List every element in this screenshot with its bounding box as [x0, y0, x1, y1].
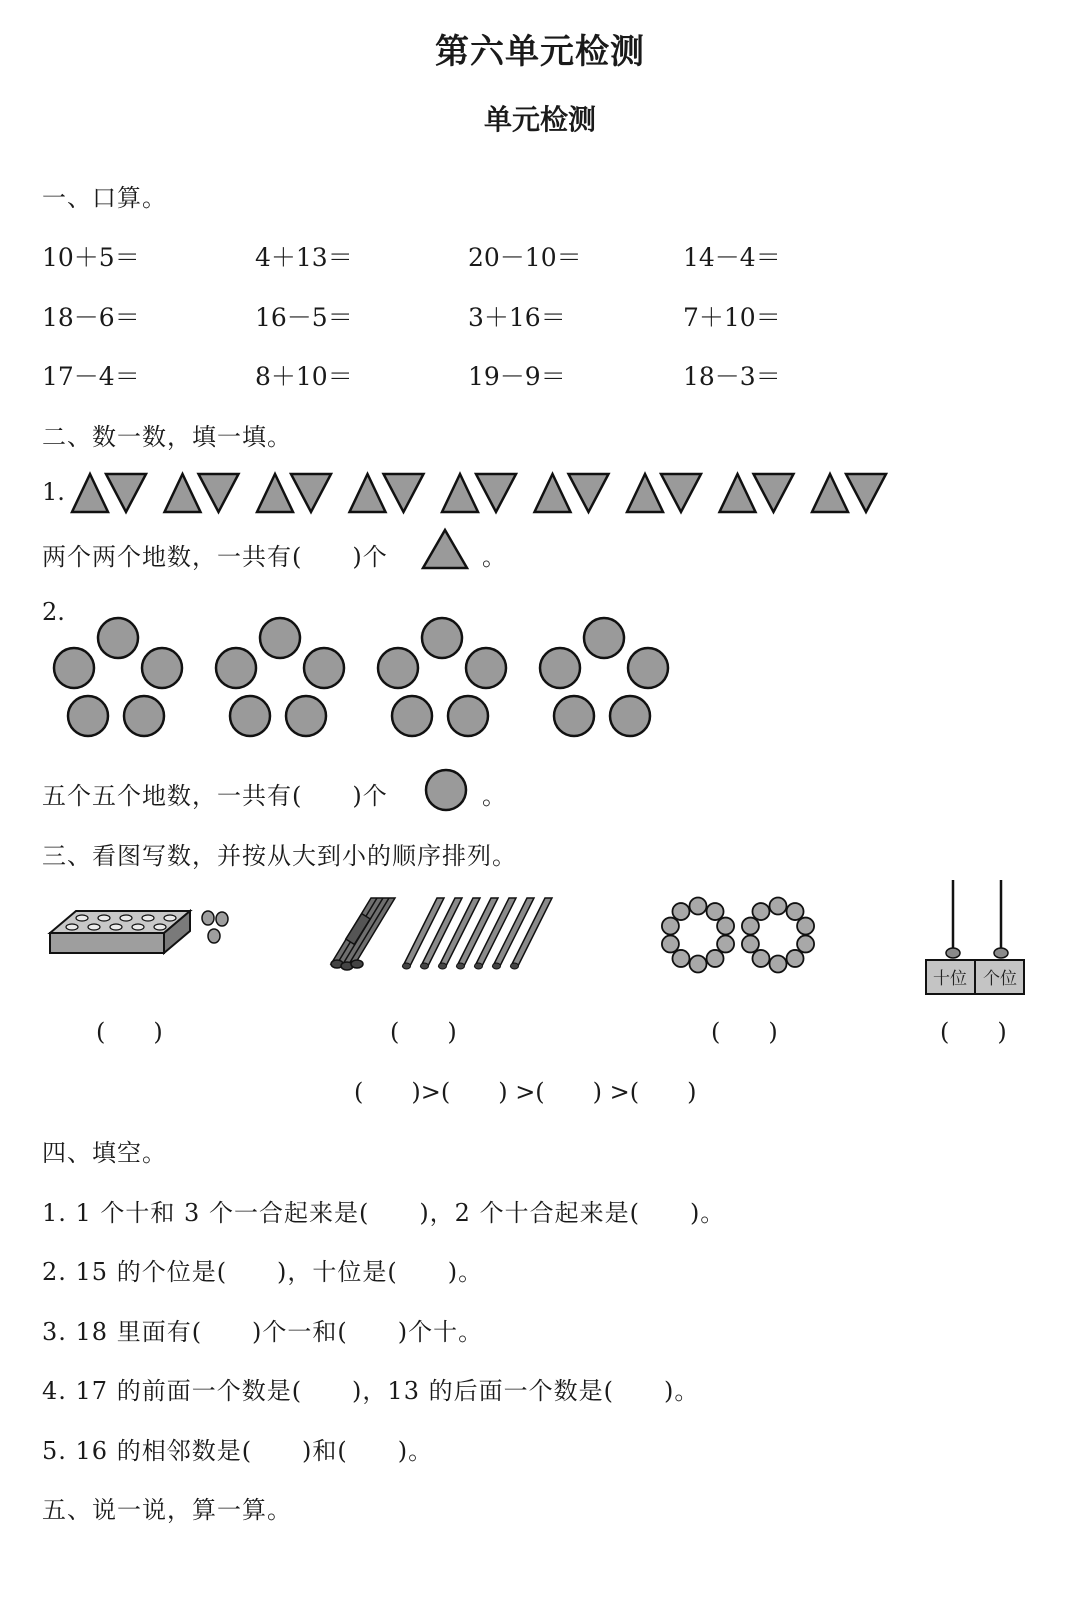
circle-group [216, 618, 344, 736]
q2-number: 2. [42, 598, 65, 626]
answer-blank-a[interactable]: ( ) [96, 1018, 163, 1046]
answer-blank-b[interactable]: ( ) [390, 1018, 457, 1046]
circle-groups-figure [60, 615, 710, 745]
q1-number: 1. [42, 478, 65, 506]
answer-blank-c[interactable]: ( ) [711, 1018, 778, 1046]
triangle-icon [421, 528, 469, 570]
bead-ring [742, 898, 814, 973]
section2-heading: 二、数一数，填一填。 [42, 423, 292, 451]
triangle-pair [720, 474, 794, 512]
sticks-bundle-figure [325, 892, 540, 976]
fill-item-5[interactable]: 5. 16 的相邻数是( )和( )。 [42, 1437, 434, 1465]
q2-text: 五个五个地数，一共有( )个 [42, 782, 388, 810]
fill-item-2[interactable]: 2. 15 的个位是( )，十位是( )。 [42, 1258, 484, 1286]
calc-r1c2: 4＋13＝ [255, 243, 353, 272]
triangle-pair [350, 474, 424, 512]
triangle-pair [442, 474, 516, 512]
calc-r3c2: 8＋10＝ [255, 362, 353, 391]
calc-r2c2: 16－5＝ [255, 303, 353, 332]
fill-item-4[interactable]: 4. 17 的前面一个数是( )，13 的后面一个数是( )。 [42, 1377, 700, 1405]
page-title: 第六单元检测 [435, 32, 645, 72]
section4-heading: 四、填空。 [42, 1139, 167, 1167]
calc-r2c3: 3＋16＝ [468, 303, 566, 332]
section5-heading: 五、说一说，算一算。 [42, 1496, 292, 1524]
triangle-pair [535, 474, 609, 512]
calc-r3c3: 19－9＝ [468, 362, 566, 391]
abacus-ones-label: 个位 [983, 969, 1017, 989]
calc-r2c4: 7＋10＝ [683, 303, 781, 332]
calc-r1c3: 20－10＝ [468, 243, 582, 272]
bead-rings-figure [660, 895, 825, 975]
circle-group [540, 618, 668, 736]
abacus-tens-label: 十位 [933, 969, 967, 989]
q1-text: 两个两个地数，一共有( )个 [42, 543, 388, 571]
q1-period: 。 [482, 543, 506, 571]
q2-period: 。 [482, 782, 506, 810]
fill-item-3[interactable]: 3. 18 里面有( )个一和( )个十。 [42, 1318, 484, 1346]
bead-ring [662, 898, 734, 973]
triangle-pair [627, 474, 701, 512]
page-subtitle: 单元检测 [483, 103, 596, 136]
section1-heading: 一、口算。 [42, 184, 167, 212]
calc-r3c4: 18－3＝ [683, 362, 781, 391]
calc-r1c4: 14－4＝ [683, 243, 781, 272]
triangle-pair [165, 474, 239, 512]
triangle-pairs-figure [70, 470, 900, 516]
answer-blank-d[interactable]: ( ) [940, 1018, 1007, 1046]
triangle-pair [72, 474, 146, 512]
calc-r3c1: 17－4＝ [42, 362, 140, 391]
triangle-pair [812, 474, 886, 512]
calc-r2c1: 18－6＝ [42, 303, 140, 332]
ten-block-figure [46, 905, 246, 965]
circle-icon [424, 768, 468, 812]
circle-group [378, 618, 506, 736]
section3-heading: 三、看图写数，并按从大到小的顺序排列。 [42, 842, 517, 870]
triangle-pair [257, 474, 331, 512]
calc-r1c1: 10＋5＝ [42, 243, 140, 272]
abacus-figure [924, 878, 1028, 998]
ordering-line[interactable]: ( )>( ) >( ) >( ) [354, 1078, 697, 1106]
circle-group [54, 618, 182, 736]
fill-item-1[interactable]: 1. 1 个十和 3 个一合起来是( )，2 个十合起来是( )。 [42, 1199, 726, 1227]
